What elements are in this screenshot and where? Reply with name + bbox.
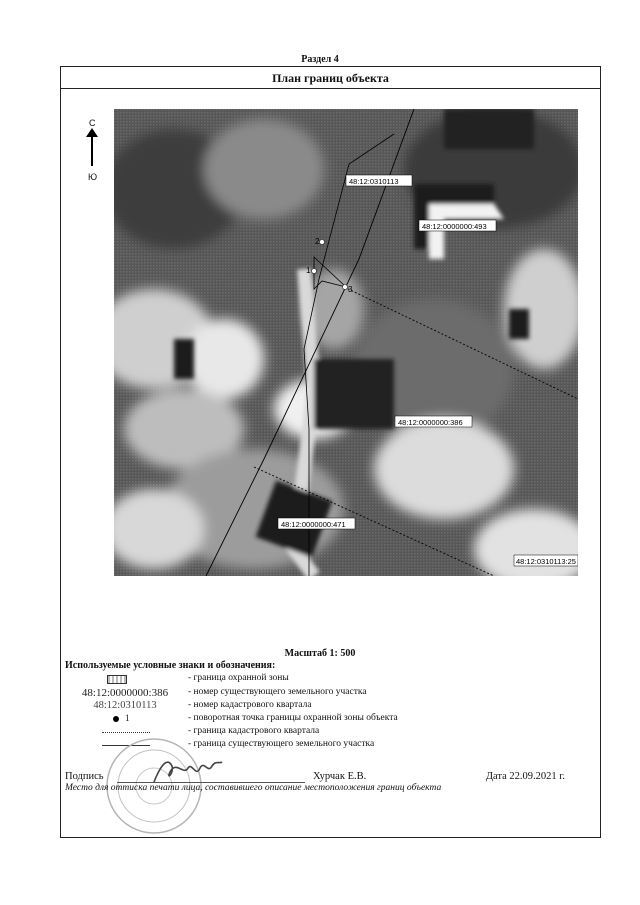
legend-item bbox=[65, 673, 585, 686]
legend-symbol-text: 48:12:0000000:386 bbox=[81, 687, 169, 699]
map-point-label: 1 bbox=[306, 266, 311, 275]
map-point-label: 3 bbox=[348, 285, 353, 294]
legend-symbol-text: 1 bbox=[125, 713, 130, 723]
aerial-photo bbox=[114, 109, 578, 576]
plan-title: План границ объекта bbox=[61, 67, 600, 89]
map-label-quarter: 48:12:0310113 bbox=[349, 177, 399, 186]
legend-text: - номер кадастрового квартала bbox=[188, 700, 312, 710]
legend-text: - поворотная точка границы охранной зоны объекта bbox=[188, 713, 398, 723]
map-label-parcel-386: 48:12:0000000:386 bbox=[398, 418, 463, 427]
map-point-label: 2 bbox=[315, 237, 320, 246]
signature-label: Подпись bbox=[65, 771, 104, 782]
map-point bbox=[343, 285, 348, 290]
north-arrow bbox=[84, 118, 104, 188]
scale-label: Масштаб 1: 500 bbox=[284, 648, 356, 659]
turning-point-icon bbox=[113, 716, 119, 722]
map-point bbox=[312, 269, 317, 274]
dotted-line-icon bbox=[102, 732, 150, 733]
signer-name: Хурчак Е.В. bbox=[313, 771, 367, 782]
legend-item bbox=[65, 687, 585, 700]
stamp-place-note: Место для оттиска печати лица, составившего описание местоположения границ объекта bbox=[65, 783, 442, 793]
legend-item bbox=[65, 700, 585, 713]
legend-text: - номер существующего земельного участка bbox=[188, 687, 367, 697]
map-label-quarter-bottom: 48:12:0310113:25 bbox=[516, 557, 576, 566]
legend-text: - граница кадастрового квартала bbox=[188, 726, 320, 736]
aerial-map bbox=[114, 109, 578, 576]
map-label-parcel-493: 48:12:0000000:493 bbox=[422, 222, 487, 231]
zone-boundary-icon bbox=[107, 675, 127, 684]
legend-text: - граница существующего земельного участка bbox=[188, 739, 375, 749]
section-title: Раздел 4 bbox=[301, 54, 339, 65]
compass-south-label: Ю bbox=[88, 172, 98, 182]
legend-item bbox=[65, 713, 585, 726]
map-point bbox=[320, 240, 325, 245]
legend-symbol-text: 48:12:0310113 bbox=[93, 700, 157, 711]
signature-date: Дата 22.09.2021 г. bbox=[485, 771, 565, 782]
compass-north-label: С bbox=[89, 118, 96, 128]
map-label-parcel-471: 48:12:0000000:471 bbox=[281, 520, 346, 529]
legend-title: Используемые условные знаки и обозначения: bbox=[65, 660, 276, 671]
legend-text: - граница охранной зоны bbox=[188, 673, 289, 683]
